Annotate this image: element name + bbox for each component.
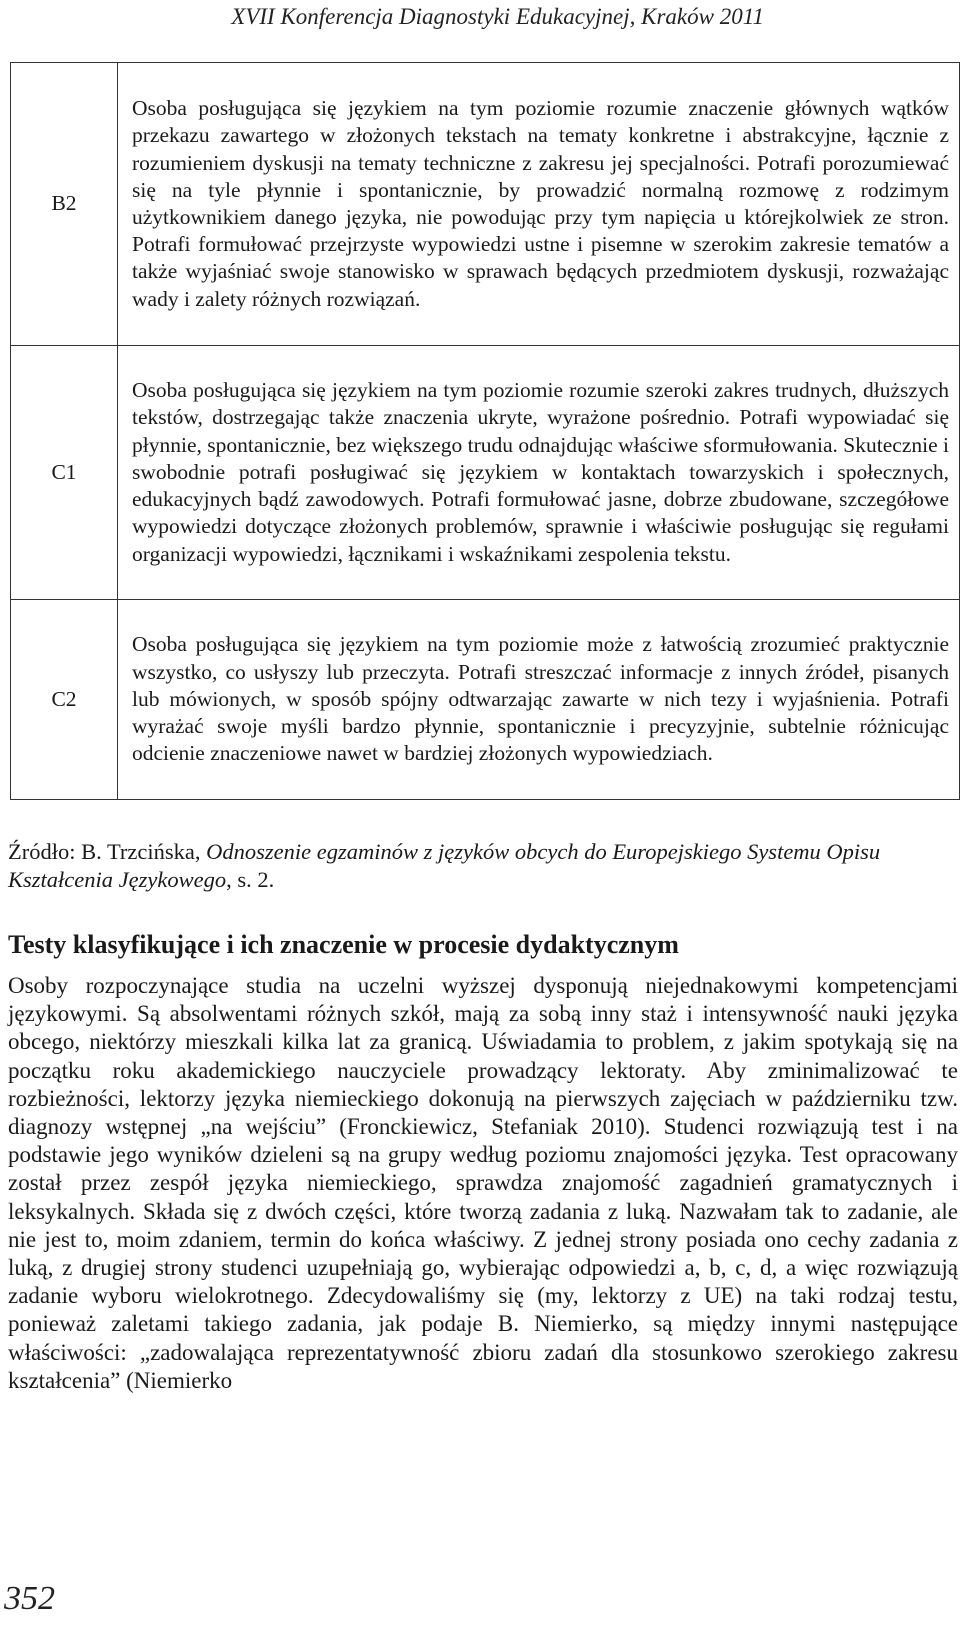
- source-prefix: Źródło: B. Trzcińska,: [8, 839, 207, 864]
- source-title: Odnoszenie egzaminów z języków obcych do Europejskiego Systemu Opisu Kształcenia Językowego: [8, 839, 881, 892]
- table-row: [11, 600, 960, 800]
- proficiency-levels-table: [10, 62, 960, 800]
- page-number: 352: [4, 1580, 55, 1617]
- source-suffix: , s. 2.: [226, 867, 275, 892]
- running-header: XVII Konferencja Diagnostyki Edukacyjnej, Kraków 2011: [231, 4, 764, 29]
- level-label: C1: [11, 346, 118, 600]
- level-label: C2: [11, 600, 118, 800]
- body-paragraph: Osoby rozpoczynające studia na uczelni wyższej dysponują niejednakowymi kompetencjami językowymi. Są absolwentami różnych szkół, mają za sobą inny staż i intensywność nauki języka obcego, niektórzy mieszkali kilka lat za granicą. Uświadamia to problem, z jakim spotykają się na początku roku akademickiego nauczyciele prowadzący lektoraty. Aby zminimalizować te rozbieżności, lektorzy języka niemieckiego dokonują na pierwszych zajęciach w październiku tzw. diagnozy wstępnej „na wejściu” (Fronckiewicz, Stefaniak 2010). Studenci rozwiązują test i na podstawie jego wyników dzieleni są na grupy według poziomu znajomości języka. Test opracowany został przez zespół języka niemieckiego, sprawdza znajomość zagadnień gramatycznych i leksykalnych. Składa się z dwóch części, które tworzą zadania z luką. Nazwałam tak to zadanie, ale nie jest to, moim zdaniem, termin do końca właściwy. Z jednej strony posiada ono cechy zadania z luką, z drugiej strony studenci uzupełniają go, wybierając odpowiedzi a, b, c, d, a więc rozwiązują zadanie wyboru wielokrotnego. Zdecydowaliśmy się (my, lektorzy z UE) na taki rodzaj testu, ponieważ zaletami takiego zadania, jak podaje B. Niemierko, są między innymi następujące właściwości: „zadowalająca reprezentatywność zbioru zadań dla stosunkowo szerokiego zakresu kształcenia” (Niemierko: [8, 973, 958, 1393]
- level-description: Osoba posługująca się językiem na tym poziomie rozumie znaczenie głównych wątków przekazu zawartego w złożonych tekstach na tematy konkretne i abstrakcyjne, łącznie z rozumieniem dyskusji na tematy techniczne z zakresu jej specjalności. Potrafi porozumiewać się na tyle płynnie i spontanicznie, by prowadzić normalną rozmowę z rodzimym użytkownikiem danego języka, nie powodując przy tym napięcia u którejkolwiek ze stron. Potrafi formułować przejrzyste wypowiedzi ustne i pisemne w szerokim zakresie tematów a także wyjaśniać swoje stanowisko w sprawach będących przedmiotem dyskusji, rozważając wady i zalety różnych rozwiązań.: [118, 63, 960, 346]
- level-label: B2: [11, 63, 118, 346]
- table-source-note: [8, 838, 933, 894]
- table-row: [11, 346, 960, 600]
- table-row: [11, 63, 960, 346]
- section-heading: Testy klasyfikujące i ich znaczenie w procesie dydaktycznym: [8, 930, 679, 959]
- level-description: Osoba posługująca się językiem na tym poziomie może z łatwością zrozumieć praktycznie wszystko, co usłyszy lub przeczyta. Potrafi streszczać informacje z innych źródeł, pisanych lub mówionych, w sposób spójny odtwarzając zawarte w nich tezy i wyjaśnienia. Potrafi wyrażać swoje myśli bardzo płynnie, spontanicznie i precyzyjnie, subtelnie różnicując odcienie znaczeniowe nawet w bardziej złożonych wypowiedziach.: [118, 600, 960, 800]
- level-description: Osoba posługująca się językiem na tym poziomie rozumie szeroki zakres trudnych, dłuższych tekstów, dostrzegając także znaczenia ukryte, wyrażone pośrednio. Potrafi wypowiadać się płynnie, spontanicznie, bez większego trudu odnajdując właściwe sformułowania. Skutecznie i swobodnie potrafi posługiwać się językiem w kontaktach towarzyskich i społecznych, edukacyjnych bądź zawodowych. Potrafi formułować jasne, dobrze zbudowane, szczegółowe wypowiedzi dotyczące złożonych problemów, sprawnie i właściwie posługując się regułami organizacji wypowiedzi, łącznikami i wskaźnikami zespolenia tekstu.: [118, 346, 960, 600]
